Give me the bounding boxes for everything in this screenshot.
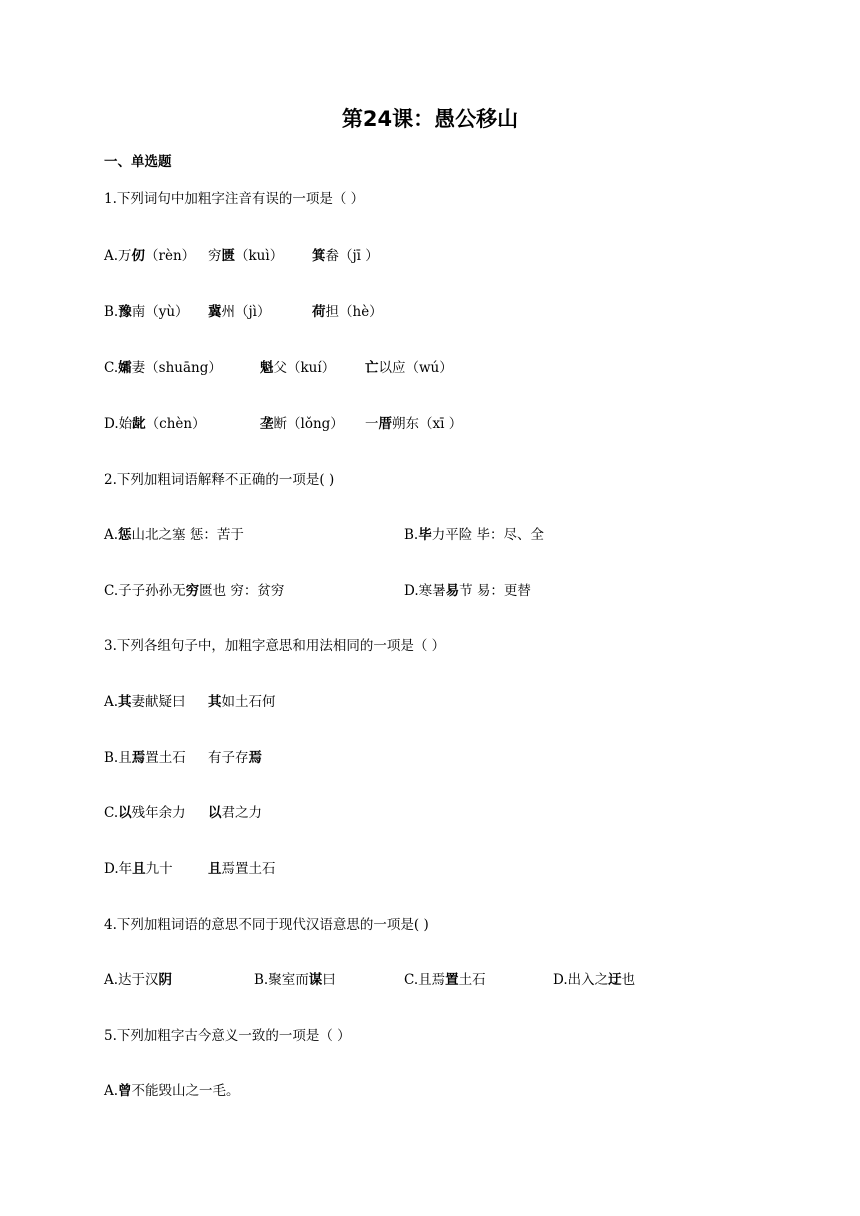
text: C. [104,360,119,376]
question-2-option-d [404,581,531,601]
text: A. [104,694,119,710]
text: A.万 [104,248,132,264]
question-3-option-b [104,748,820,768]
text: 焉置土石 [221,861,276,877]
bold-char: 以 [118,805,132,821]
text: B. [404,527,419,543]
bold-char: 焉 [248,750,262,766]
text: 朔东（xī ） [392,416,463,432]
bold-char: 仞 [131,248,146,264]
bold-char: 迂 [608,972,622,988]
text: 不能毁山之一毛。 [131,1083,240,1099]
bold-char: 且 [208,861,222,877]
text: 以应（wú） [378,360,453,376]
question-1-option-a [104,246,820,266]
text: 穷 [208,248,222,264]
bold-char: 垄 [260,416,274,432]
question-1-stem: 1.下列词句中加粗字注音有误的一项是（ ） [104,191,365,207]
text: 州（jì） [221,304,271,320]
text: 节 易：更替 [459,583,531,599]
bold-char: 且 [132,861,146,877]
text: 南（yù） [131,304,189,320]
text: 畚（jī ） [325,248,379,264]
text: （rèn） [145,248,196,264]
question-3-stem: 3.下列各组句子中，加粗字意思和用法相同的一项是（ ） [104,638,446,654]
section-heading: 一、单选题 [104,154,172,170]
text: 力平险 毕：尽、全 [431,527,545,543]
text: 如土石何 [221,694,276,710]
text: 一 [365,416,379,432]
bold-char: 穷 [185,583,200,599]
question-2-option-c [104,581,284,601]
text: B.且 [104,750,132,766]
text: 也 [621,972,636,988]
text: 断（lǒng） [273,416,344,432]
question-2-option-b [404,525,544,545]
text: 父（kuí） [273,360,336,376]
text: D.年 [104,861,133,877]
bold-char: 冀 [208,304,222,320]
bold-char: 曾 [118,1083,132,1099]
text: 君之力 [221,805,262,821]
text: 置土石 [145,750,186,766]
text: B.聚室而 [254,972,309,988]
text: A.达于汉 [104,972,159,988]
bold-char: 毕 [418,527,432,543]
question-1-option-b [104,302,820,322]
bold-char: 焉 [131,750,146,766]
question-4-option-d [553,970,635,990]
question-1-option-c [104,358,820,378]
question-2-option-a [104,525,244,545]
question-3-option-a [104,692,820,712]
text: C.子子孙孙无 [104,583,186,599]
text: B. [104,304,119,320]
page-title: 第24课：愚公移山 [341,107,519,131]
question-2-stem: 2.下列加粗词语解释不正确的一项是( ) [104,472,335,488]
question-1-option-d [104,414,820,434]
text: A. [104,527,119,543]
bold-char: 谋 [308,972,323,988]
text: 担（hè） [325,304,383,320]
question-5-stem: 5.下列加粗字古今意义一致的一项是（ ） [104,1028,351,1044]
text: 土石 [458,972,486,988]
text: 曰 [322,972,336,988]
text: 山北之塞 惩：苦于 [131,527,244,543]
question-4-stem: 4.下列加粗词语的意思不同于现代汉语意思的一项是( ) [104,917,429,933]
bold-char: 荷 [312,304,326,320]
bold-char: 魁 [260,360,274,376]
bold-char: 豫 [118,304,132,320]
bold-char: 龀 [132,416,146,432]
question-4-option-c [404,970,486,990]
text: D.寒暑 [404,583,446,599]
bold-char: 其 [208,694,222,710]
text: C.且焉 [404,972,446,988]
question-3-option-d [104,859,820,879]
text: 九十 [145,861,173,877]
bold-char: 匮 [221,248,235,264]
bold-char: 孀 [118,360,132,376]
bold-char: 箕 [312,248,326,264]
text: 有子存 [208,750,249,766]
text: （kuì） [235,248,284,264]
bold-char: 厝 [378,416,392,432]
text: A. [104,1083,119,1099]
bold-char: 阴 [158,972,173,988]
text: D.出入之 [553,972,609,988]
text: D.始 [104,416,133,432]
text: 妻献疑曰 [131,694,186,710]
bold-char: 惩 [118,527,132,543]
text: 残年余力 [131,805,186,821]
question-4-option-a [104,970,172,990]
question-3-option-c [104,803,820,823]
text: （chèn） [145,416,206,432]
bold-char: 其 [118,694,132,710]
question-4-option-b [254,970,336,990]
bold-char: 易 [445,583,460,599]
bold-char: 置 [445,972,459,988]
bold-char: 亡 [365,360,379,376]
text: 匮也 穷：贫穷 [199,583,285,599]
bold-char: 以 [208,805,222,821]
text: 妻（shuāng） [131,360,222,376]
question-5-option-a [104,1081,820,1101]
text: C. [104,805,119,821]
